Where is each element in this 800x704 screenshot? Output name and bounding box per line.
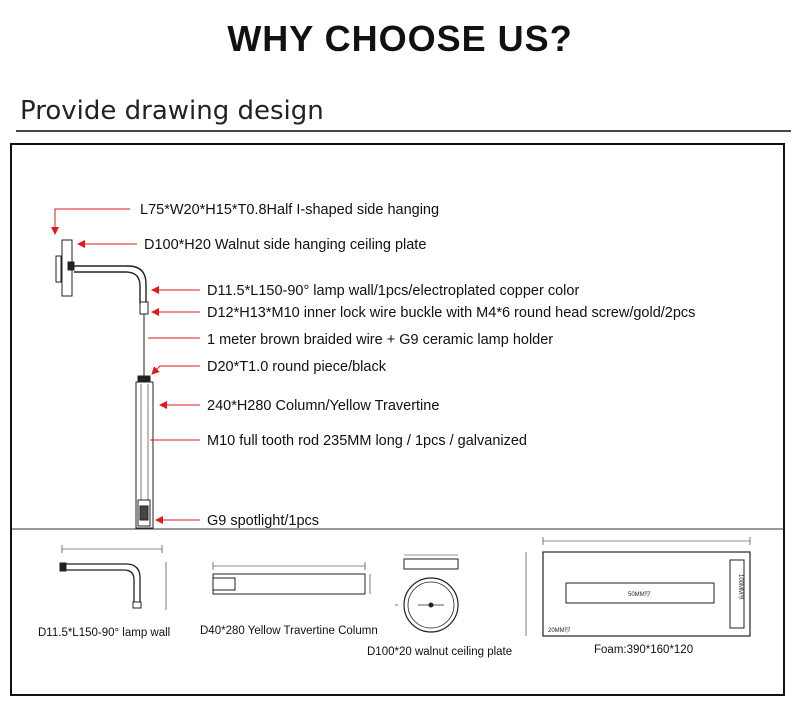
callout-half-i-hanging: L75*W20*H15*T0.8Half I-shaped side hanging (140, 202, 440, 218)
wire-buckle-shape (140, 302, 148, 314)
foam-drawing (526, 537, 750, 636)
caption-ceiling-plate: D100*20 walnut ceiling plate (367, 646, 513, 658)
callout-round-piece: D20*T1.0 round piece/black (207, 359, 386, 375)
callout-tooth-rod: M10 full tooth rod 235MM long / 1pcs / galvanized (207, 433, 527, 449)
foam-side-label: 100MM厚 (737, 574, 743, 601)
section-title: Provide drawing design (20, 96, 324, 126)
callout-spotlight: G9 spotlight/1pcs (207, 513, 320, 529)
callout-braided-wire: 1 meter brown braided wire + G9 ceramic lamp holder (207, 332, 554, 348)
ceiling-plate-drawing (395, 555, 458, 632)
foam-bottom-label: 20MM厚 (548, 628, 571, 634)
callout-ceiling-plate: D100*H20 Walnut side hanging ceiling plate (144, 237, 427, 253)
caption-column: D40*280 Yellow Travertine Column (200, 625, 378, 637)
side-hanging-bracket-shape (56, 256, 61, 282)
callout-lamp-wall: D11.5*L150-90° lamp wall/1pcs/electroplated copper color (207, 283, 580, 299)
caption-foam: Foam:390*160*120 (594, 644, 694, 656)
column-drawing (213, 562, 370, 594)
callout-labels (140, 202, 695, 529)
lamp-wall-drawing (60, 545, 166, 610)
lamp-assembly (56, 240, 153, 528)
foam-inner-label: 50MM厚 (628, 592, 651, 598)
callout-leaders (55, 209, 200, 520)
callout-wire-buckle: D12*H13*M10 inner lock wire buckle with M4*6 round head screw/gold/2pcs (207, 305, 696, 321)
round-piece-shape (138, 376, 150, 382)
page-title: WHY CHOOSE US? (227, 18, 573, 59)
callout-column: 240*H280 Column/Yellow Travertine (207, 398, 440, 414)
caption-lamp-wall: D11.5*L150-90° lamp wall (38, 627, 171, 639)
